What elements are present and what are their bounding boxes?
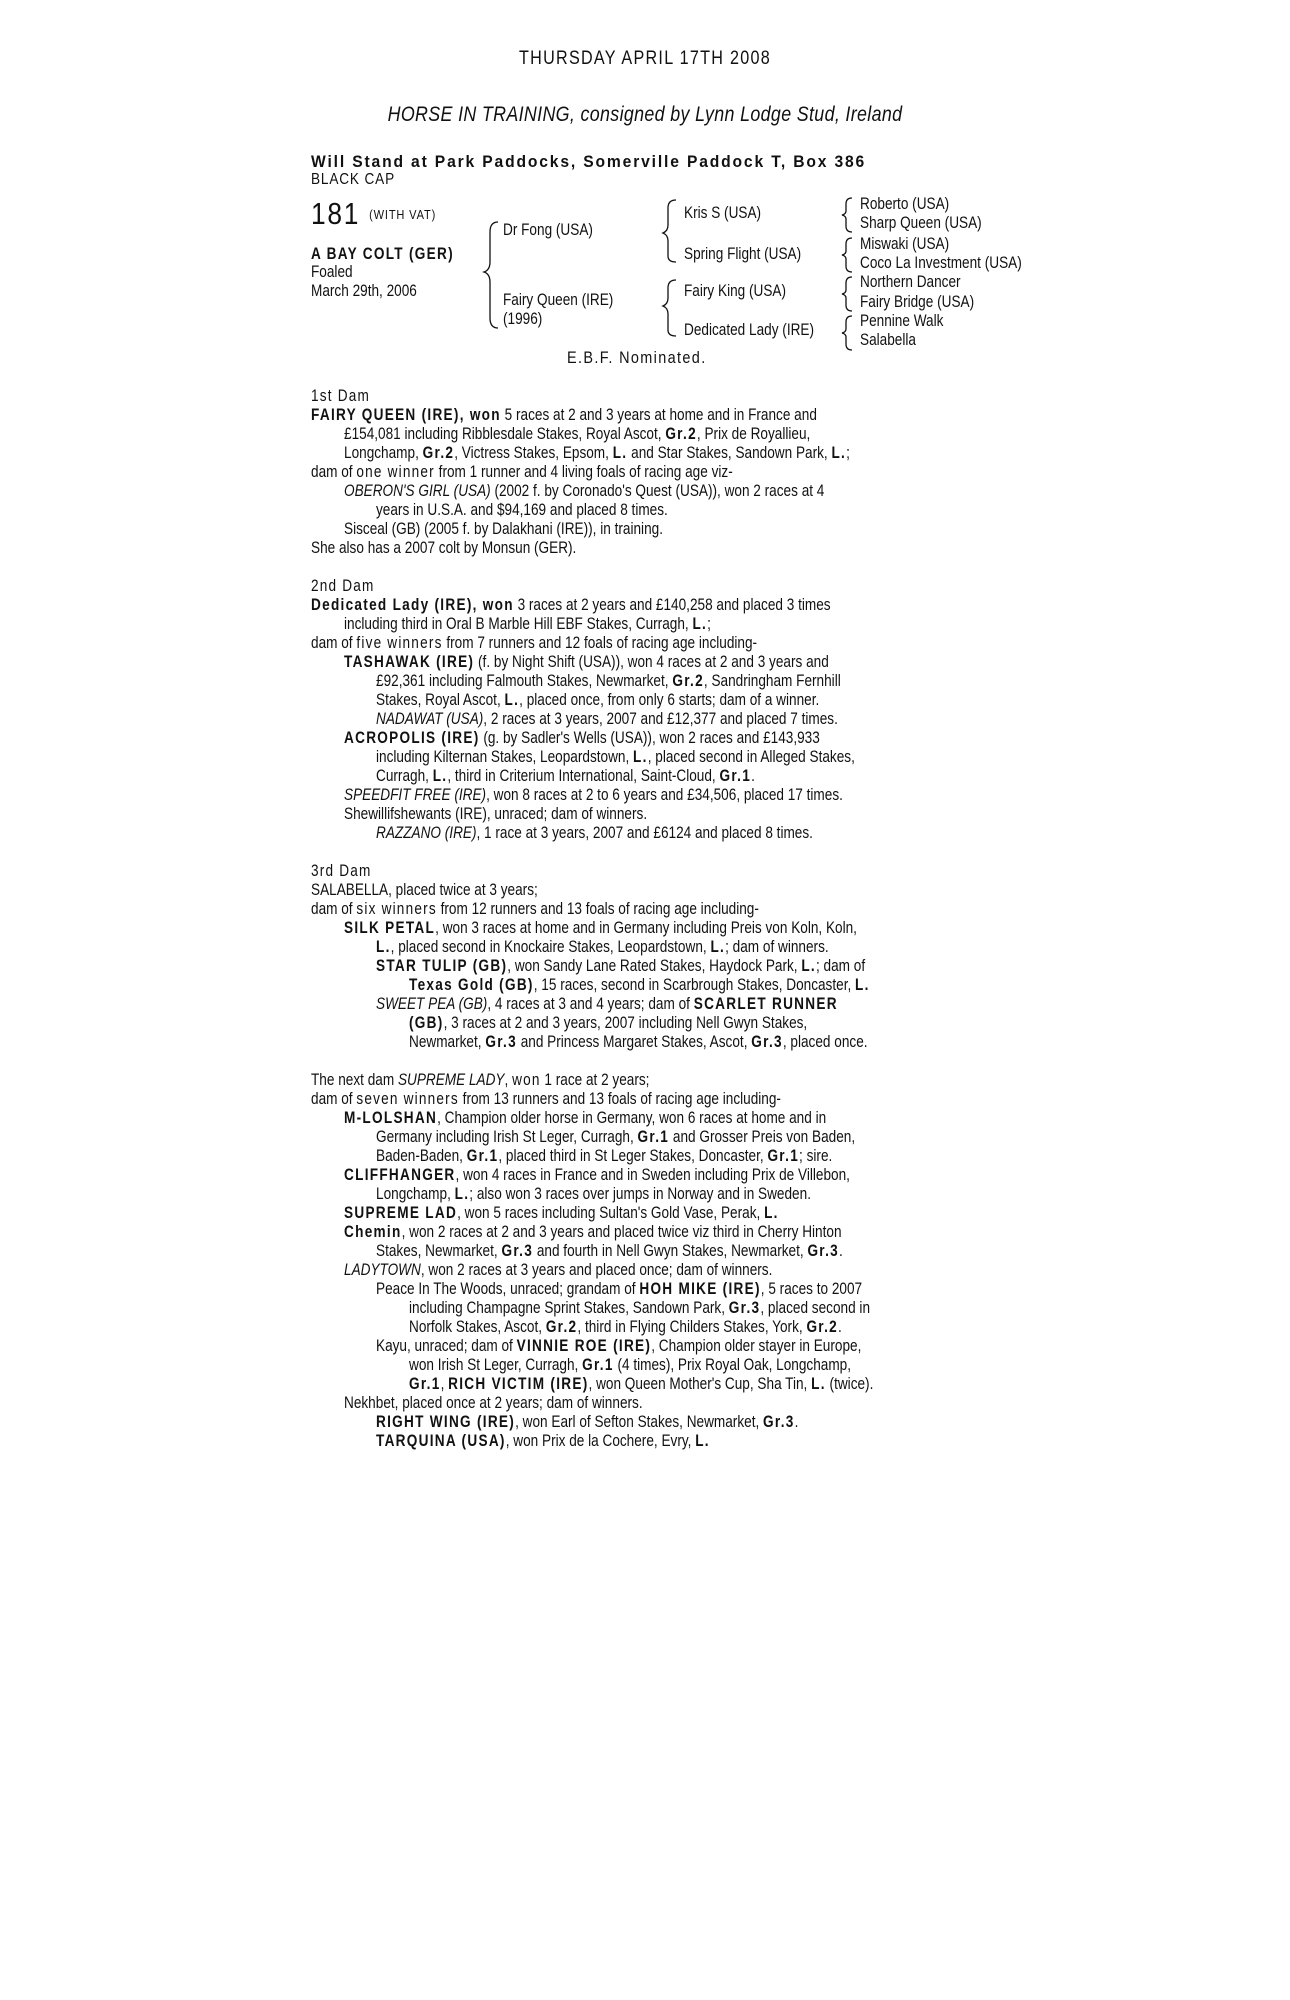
first-dam-heading: 1st Dam xyxy=(311,386,371,405)
text-segment: Nekhbet, placed once at 2 years; dam of winners. xyxy=(344,1393,643,1412)
text-line xyxy=(311,462,871,481)
text-segment: and fourth in Nell Gwyn Stakes, Newmarket, xyxy=(533,1241,808,1260)
text-segment: Norfolk Stakes, Ascot, xyxy=(409,1317,546,1336)
text-segment: Gr.3 xyxy=(807,1241,840,1260)
text-segment: , won Queen Mother's Cup, Sha Tin, xyxy=(588,1374,812,1393)
text-line xyxy=(344,1222,904,1241)
text-segment: She also has a 2007 colt by Monsun (GER). xyxy=(311,538,577,557)
cap-label: BLACK CAP xyxy=(311,171,395,188)
text-line xyxy=(344,785,904,804)
text-segment: HOH MIKE (IRE) xyxy=(639,1279,761,1298)
text-segment: Shewillifshewants (IRE), unraced; dam of winners. xyxy=(344,804,648,823)
text-segment: L. xyxy=(811,1374,826,1393)
text-segment: (twice). xyxy=(825,1374,874,1393)
text-segment: six winners xyxy=(356,899,437,918)
text-line xyxy=(376,823,936,842)
text-line xyxy=(376,500,936,519)
text-segment: from 13 runners and 13 foals of racing age including- xyxy=(458,1089,781,1108)
foaled-date: March 29th, 2006 xyxy=(311,281,417,300)
text-line xyxy=(344,652,904,671)
text-segment: Gr.3 xyxy=(728,1298,761,1317)
text-line xyxy=(344,1203,904,1222)
text-segment: , 15 races, second in Scarbrough Stakes, Doncaster, xyxy=(533,975,856,994)
text-segment: £154,081 including Ribblesdale Stakes, Royal Ascot, xyxy=(344,424,666,443)
text-segment: Dedicated Lady (IRE), won xyxy=(311,595,514,614)
text-segment: , Victress Stakes, Epsom, xyxy=(454,443,613,462)
text-segment: (4 times), Prix Royal Oak, Longchamp, xyxy=(613,1355,852,1374)
text-segment: , won 3 races at home and in Germany including Preis von Koln, Koln, xyxy=(435,918,857,937)
text-segment: SILK PETAL xyxy=(344,918,436,937)
text-line xyxy=(376,671,936,690)
text-segment: , won 5 races including Sultan's Gold Vase, Perak, xyxy=(457,1203,765,1222)
text-segment: years in U.S.A. and $94,169 and placed 8 times. xyxy=(376,500,668,519)
text-line xyxy=(344,443,904,462)
first-dam-text xyxy=(311,405,1011,557)
text-line xyxy=(344,918,904,937)
sale-date: THURSDAY APRIL 17TH 2008 xyxy=(518,48,771,69)
text-segment: L. xyxy=(855,975,870,994)
foaled-label: Foaled xyxy=(311,262,353,281)
text-segment: Gr.1 xyxy=(582,1355,614,1374)
text-line xyxy=(376,956,936,975)
text-segment: (2002 f. by Coronado's Quest (USA)), won 2 races at 4 xyxy=(490,481,825,500)
text-segment: SCARLET RUNNER xyxy=(693,994,838,1013)
produce-record xyxy=(311,386,1011,1450)
text-segment: . xyxy=(794,1412,799,1431)
text-segment: L. xyxy=(831,443,847,462)
text-line xyxy=(344,481,904,500)
text-segment: L. xyxy=(764,1203,779,1222)
pedigree-g4: Coco La Investment (USA) xyxy=(860,253,1022,272)
text-segment: L. xyxy=(432,766,448,785)
text-segment: The next dam xyxy=(311,1070,398,1089)
pedigree-sire: Dr Fong (USA) xyxy=(503,220,593,239)
lot-number: 181 xyxy=(311,196,361,231)
text-segment: dam of xyxy=(311,1089,357,1108)
text-segment: £92,361 including Falmouth Stakes, Newmarket, xyxy=(376,671,673,690)
pedigree-dam-sire: Fairy King (USA) xyxy=(684,281,787,300)
text-segment: SWEET PEA (GB) xyxy=(376,994,488,1013)
text-segment: dam of xyxy=(311,899,357,918)
text-segment: , placed once. xyxy=(782,1032,868,1051)
text-segment: Gr.3 xyxy=(501,1241,534,1260)
text-segment: OBERON'S GIRL (USA) xyxy=(344,481,491,500)
text-segment: . xyxy=(751,766,755,785)
text-segment: FAIRY QUEEN (IRE), won xyxy=(311,405,501,424)
text-line xyxy=(311,595,871,614)
text-line xyxy=(344,1393,904,1412)
text-line xyxy=(376,1184,936,1203)
second-dam-text xyxy=(311,595,1011,842)
text-line xyxy=(409,975,969,994)
text-segment: Newmarket, xyxy=(409,1032,486,1051)
text-segment: including third in Oral B Marble Hill EBF Stakes, Curragh, xyxy=(344,614,693,633)
text-segment: 5 races at 2 and 3 years at home and in France and xyxy=(500,405,817,424)
text-line xyxy=(311,1089,871,1108)
text-segment: SALABELLA, placed twice at 3 years; xyxy=(311,880,538,899)
text-segment: ACROPOLIS (IRE) xyxy=(344,728,480,747)
text-segment: Peace In The Woods, unraced; grandam of xyxy=(376,1279,640,1298)
pedigree-dam-year: (1996) xyxy=(503,309,543,328)
text-segment: and Grosser Preis von Baden, xyxy=(669,1127,856,1146)
text-segment: ; dam of winners. xyxy=(725,937,829,956)
text-segment: NADAWAT (USA) xyxy=(376,709,484,728)
text-segment: , 5 races to 2007 xyxy=(760,1279,863,1298)
text-segment: ; also won 3 races over jumps in Norway and in Sweden. xyxy=(469,1184,811,1203)
text-line xyxy=(409,1032,969,1051)
text-segment: Gr.3 xyxy=(763,1412,795,1431)
text-line xyxy=(344,804,904,823)
text-segment: M-LOLSHAN xyxy=(344,1108,438,1127)
text-segment: Gr.1 xyxy=(767,1146,800,1165)
text-segment: Kayu, unraced; dam of xyxy=(376,1336,517,1355)
text-segment: SUPREME LADY xyxy=(397,1070,505,1089)
text-segment: Gr.3 xyxy=(751,1032,783,1051)
text-line xyxy=(376,766,936,785)
text-line xyxy=(409,1317,969,1336)
text-line xyxy=(311,899,871,918)
text-segment: SUPREME LAD xyxy=(344,1203,458,1222)
text-segment: Gr.2 xyxy=(806,1317,839,1336)
text-segment: one winner xyxy=(356,462,435,481)
stand-location: Will Stand at Park Paddocks, Somerville Paddock T, Box 386 xyxy=(311,152,867,171)
text-segment: ; xyxy=(846,443,850,462)
text-segment: Longchamp, xyxy=(376,1184,455,1203)
text-segment: STAR TULIP (GB) xyxy=(376,956,508,975)
text-segment: , xyxy=(440,1374,449,1393)
pedigree-g3: Miswaki (USA) xyxy=(860,234,950,253)
text-segment: Germany including Irish St Leger, Curragh, xyxy=(376,1127,638,1146)
third-dam-heading: 3rd Dam xyxy=(311,861,372,880)
next-dam-text xyxy=(311,1070,1011,1450)
text-segment: including Kilternan Stakes, Leopardstown, xyxy=(376,747,634,766)
text-line xyxy=(409,1013,969,1032)
text-segment: ; dam of xyxy=(816,956,866,975)
text-segment: , xyxy=(504,1070,513,1089)
text-segment: , won Earl of Sefton Stakes, Newmarket, xyxy=(515,1412,764,1431)
text-segment: Gr.2 xyxy=(545,1317,578,1336)
text-segment: ; xyxy=(707,614,711,633)
text-segment: . xyxy=(838,1317,842,1336)
text-line xyxy=(344,1165,904,1184)
text-segment: (f. by Night Shift (USA)), won 4 races at 2 and 3 years and xyxy=(474,652,829,671)
text-segment: L. xyxy=(376,937,391,956)
text-segment: , Prix de Royallieu, xyxy=(696,424,811,443)
text-segment: Gr.3 xyxy=(485,1032,517,1051)
text-segment: Gr.2 xyxy=(672,671,704,690)
text-line xyxy=(344,519,904,538)
text-segment: TARQUINA (USA) xyxy=(376,1431,506,1450)
text-line xyxy=(376,1127,936,1146)
text-segment: seven winners xyxy=(356,1089,459,1108)
text-segment: Sisceal (GB) (2005 f. by Dalakhani (IRE)), in training. xyxy=(344,519,663,538)
pedigree-braces xyxy=(0,0,1290,360)
text-segment: , Sandringham Fernhill xyxy=(703,671,841,690)
text-segment: from 1 runner and 4 living foals of racing age viz- xyxy=(434,462,733,481)
text-segment: L. xyxy=(801,956,816,975)
text-line xyxy=(311,880,871,899)
text-segment: Stakes, Royal Ascot, xyxy=(376,690,505,709)
pedigree-g5: Northern Dancer xyxy=(860,272,961,291)
text-line xyxy=(344,1108,904,1127)
text-segment: Longchamp, xyxy=(344,443,423,462)
text-segment: Chemin xyxy=(344,1222,402,1241)
text-line xyxy=(376,1336,936,1355)
ebf-note: E.B.F. Nominated. xyxy=(567,348,707,367)
vat-note: (WITH VAT) xyxy=(369,207,437,222)
text-segment: RICH VICTIM (IRE) xyxy=(448,1374,589,1393)
text-line xyxy=(409,1298,969,1317)
text-segment: , won Prix de la Cochere, Evry, xyxy=(505,1431,696,1450)
text-segment: and Princess Margaret Stakes, Ascot, xyxy=(516,1032,752,1051)
third-dam-text xyxy=(311,880,1011,1051)
pedigree-g8: Salabella xyxy=(860,330,916,349)
text-segment: , placed third in St Leger Stakes, Doncaster, xyxy=(498,1146,768,1165)
text-segment: (GB) xyxy=(409,1013,444,1032)
text-segment: Gr.1 xyxy=(719,766,752,785)
text-segment: , third in Flying Childers Stakes, York, xyxy=(577,1317,807,1336)
text-segment: RIGHT WING (IRE) xyxy=(376,1412,516,1431)
text-segment: Gr.1 xyxy=(466,1146,499,1165)
text-line xyxy=(344,1260,904,1279)
text-segment: , 3 races at 2 and 3 years, 2007 including Nell Gwyn Stakes, xyxy=(443,1013,808,1032)
text-segment: CLIFFHANGER xyxy=(344,1165,456,1184)
pedigree-g6: Fairy Bridge (USA) xyxy=(860,292,975,311)
pedigree-g2: Sharp Queen (USA) xyxy=(860,213,982,232)
text-segment: won xyxy=(512,1070,541,1089)
text-segment: Gr.2 xyxy=(665,424,697,443)
text-line xyxy=(344,424,904,443)
text-line xyxy=(376,709,936,728)
text-line xyxy=(344,614,904,633)
text-segment: , won Sandy Lane Rated Stakes, Haydock Park, xyxy=(507,956,802,975)
text-line xyxy=(376,937,936,956)
text-segment: , won 2 races at 3 years and placed once; dam of winners. xyxy=(420,1260,773,1279)
pedigree-sire-dam: Spring Flight (USA) xyxy=(684,244,802,263)
text-line xyxy=(376,1146,936,1165)
text-segment: Gr.1 xyxy=(637,1127,670,1146)
text-segment: , 4 races at 3 and 4 years; dam of xyxy=(487,994,694,1013)
text-segment: including Champagne Sprint Stakes, Sandown Park, xyxy=(409,1298,729,1317)
text-segment: L. xyxy=(695,1431,710,1450)
text-segment: dam of xyxy=(311,462,357,481)
text-segment: dam of xyxy=(311,633,357,652)
text-line xyxy=(344,728,904,747)
text-line xyxy=(376,1241,936,1260)
text-segment: Baden-Baden, xyxy=(376,1146,467,1165)
text-segment: L. xyxy=(710,937,726,956)
text-line xyxy=(376,1412,936,1431)
text-segment: Stakes, Newmarket, xyxy=(376,1241,502,1260)
text-segment: L. xyxy=(692,614,708,633)
text-segment: from 12 runners and 13 foals of racing age including- xyxy=(436,899,759,918)
pedigree-g7: Pennine Walk xyxy=(860,311,944,330)
text-segment: L. xyxy=(633,747,648,766)
text-segment: , placed once, from only 6 starts; dam of a winner. xyxy=(519,690,820,709)
text-segment: 3 races at 2 years and £140,258 and placed 3 times xyxy=(513,595,831,614)
text-segment: Gr.2 xyxy=(422,443,455,462)
text-segment: , Champion older stayer in Europe, xyxy=(651,1336,862,1355)
text-segment: five winners xyxy=(356,633,443,652)
text-segment: VINNIE ROE (IRE) xyxy=(516,1336,652,1355)
text-segment: Curragh, xyxy=(376,766,433,785)
text-line xyxy=(376,1431,936,1450)
text-segment: from 7 runners and 12 foals of racing age including- xyxy=(442,633,758,652)
text-line xyxy=(311,633,871,652)
text-segment: Texas Gold (GB) xyxy=(409,975,534,994)
text-segment: L. xyxy=(504,690,520,709)
text-line xyxy=(376,747,936,766)
text-segment: LADYTOWN xyxy=(344,1260,421,1279)
text-segment: Gr.1 xyxy=(409,1374,441,1393)
text-line xyxy=(376,1279,936,1298)
text-segment: ; sire. xyxy=(799,1146,833,1165)
text-segment: won Irish St Leger, Curragh, xyxy=(409,1355,583,1374)
pedigree-sire-sire: Kris S (USA) xyxy=(684,203,762,222)
text-segment: , third in Criterium International, Saint-Cloud, xyxy=(447,766,720,785)
text-segment: RAZZANO (IRE) xyxy=(376,823,477,842)
text-segment: , 1 race at 3 years, 2007 and £6124 and placed 8 times. xyxy=(476,823,813,842)
text-segment: and Star Stakes, Sandown Park, xyxy=(627,443,832,462)
text-segment: L. xyxy=(612,443,628,462)
text-line xyxy=(376,994,936,1013)
text-segment: , won 8 races at 2 to 6 years and £34,506, placed 17 times. xyxy=(486,785,843,804)
text-segment: TASHAWAK (IRE) xyxy=(344,652,475,671)
text-segment: SPEEDFIT FREE (IRE) xyxy=(344,785,487,804)
text-segment: , placed second in Knockaire Stakes, Leopardstown, xyxy=(390,937,711,956)
pedigree-dam-dam: Dedicated Lady (IRE) xyxy=(684,320,815,339)
text-segment: (g. by Sadler's Wells (USA)), won 2 races and £143,933 xyxy=(479,728,820,747)
text-segment: , Champion older horse in Germany, won 6 races at home and in xyxy=(437,1108,827,1127)
text-segment: 1 race at 2 years; xyxy=(540,1070,650,1089)
text-line xyxy=(409,1374,969,1393)
lot-description: A BAY COLT (GER) xyxy=(311,244,454,263)
text-line xyxy=(409,1355,969,1374)
text-segment: . xyxy=(839,1241,843,1260)
text-line xyxy=(311,538,871,557)
pedigree-g1: Roberto (USA) xyxy=(860,194,950,213)
text-segment: , won 2 races at 2 and 3 years and placed twice viz third in Cherry Hinton xyxy=(401,1222,842,1241)
text-segment: , 2 races at 3 years, 2007 and £12,377 and placed 7 times. xyxy=(483,709,838,728)
text-segment: , placed second in xyxy=(760,1298,871,1317)
second-dam-heading: 2nd Dam xyxy=(311,576,375,595)
text-line xyxy=(311,405,871,424)
text-line xyxy=(376,690,936,709)
consignment-line: HORSE IN TRAINING, consigned by Lynn Lodge Stud, Ireland xyxy=(387,103,903,126)
text-line xyxy=(311,1070,871,1089)
text-segment: , won 4 races in France and in Sweden including Prix de Villebon, xyxy=(455,1165,850,1184)
text-segment: , placed second in Alleged Stakes, xyxy=(647,747,855,766)
pedigree-dam: Fairy Queen (IRE) xyxy=(503,290,614,309)
text-segment: L. xyxy=(454,1184,470,1203)
